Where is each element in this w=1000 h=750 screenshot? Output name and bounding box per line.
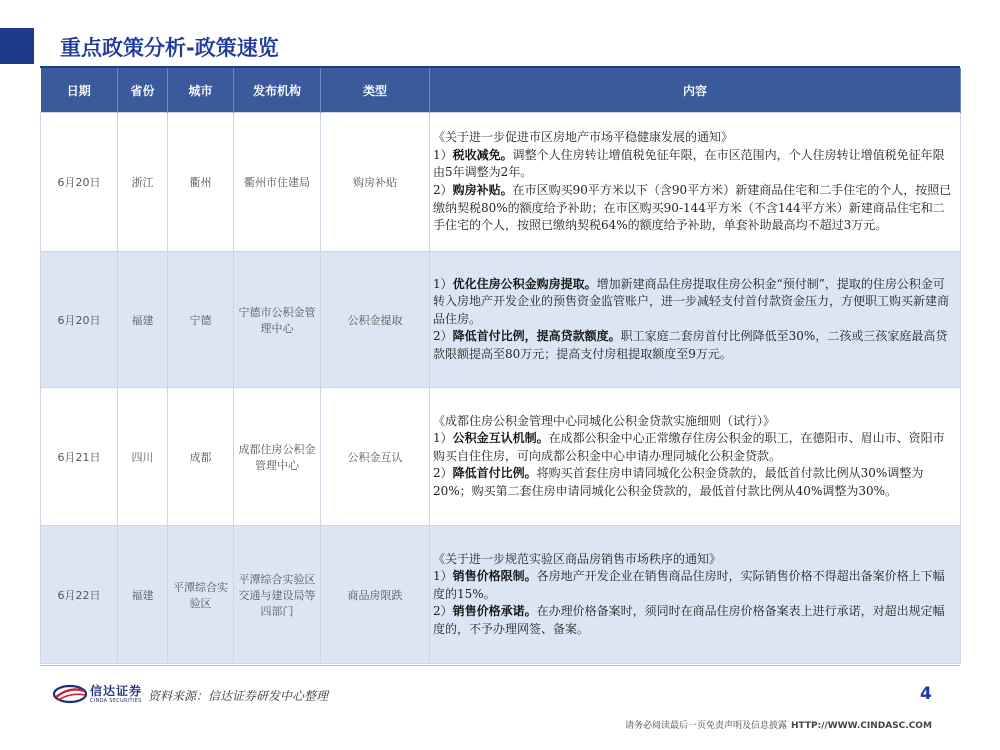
cell-city: 宁德 xyxy=(168,252,234,388)
content-line: 《关于进一步规范实验区商品房销售市场秩序的通知》 xyxy=(433,551,722,566)
content-line: 《关于进一步促进市区房地产市场平稳健康发展的通知》 xyxy=(433,130,734,145)
cell-date: 6月21日 xyxy=(41,388,118,526)
cell-city: 成都 xyxy=(168,388,234,526)
content-line: 2）购房补贴。在市区购买90平方米以下（含90平方米）新建商品住宅和二手住宅的个人，按照已缴纳契税80%的额度给予补助；在市区购买90-144平方米（不含144平方米）新建商品住宅和二手住宅的个人，按照已缴纳契税64%的额度给予补助，单套补助最高均不超过3万元。 xyxy=(433,183,952,233)
cell-type: 商品房限跌 xyxy=(321,526,430,664)
cell-type: 公积金提取 xyxy=(321,252,430,388)
disclaimer-line xyxy=(625,718,932,731)
page-number: 4 xyxy=(920,684,932,704)
source-note: 资料来源：信达证券研发中心整理 xyxy=(148,689,329,703)
policy-table xyxy=(40,68,961,664)
cell-content xyxy=(430,113,961,252)
cell-city: 平潭综合实验区 xyxy=(168,526,234,664)
col-header-date: 日期 xyxy=(41,68,118,113)
cell-content xyxy=(430,388,961,526)
cinda-logo-icon xyxy=(52,684,88,704)
cell-agency: 平潭综合实验区交通与建设局等四部门 xyxy=(234,526,321,664)
cell-content xyxy=(430,252,961,388)
disclaimer-text: 请务必阅读最后一页免责声明及信息披露 xyxy=(625,721,788,731)
cell-date: 6月20日 xyxy=(41,113,118,252)
col-header-type: 类型 xyxy=(321,68,430,113)
cell-province: 浙江 xyxy=(118,113,168,252)
table-row xyxy=(41,388,961,526)
col-header-province: 省份 xyxy=(118,68,168,113)
cell-province: 四川 xyxy=(118,388,168,526)
col-header-city: 城市 xyxy=(168,68,234,113)
content-line: 《成都住房公积金管理中心同城化公积金贷款实施细则（试行）》 xyxy=(433,413,776,428)
logo-chinese-name: 信达证券 xyxy=(90,683,143,698)
cell-type: 公积金互认 xyxy=(321,388,430,526)
cell-province: 福建 xyxy=(118,252,168,388)
col-header-agency: 发布机构 xyxy=(234,68,321,113)
cell-type: 购房补贴 xyxy=(321,113,430,252)
table-row xyxy=(41,252,961,388)
website-link[interactable]: HTTP://WWW.CINDASC.COM xyxy=(791,721,932,731)
content-line: 1）销售价格限制。各房地产开发企业在销售商品住房时，实际销售价格不得超出备案价格上下幅度的15%。 xyxy=(433,569,945,601)
cell-city: 衢州 xyxy=(168,113,234,252)
cell-agency: 宁德市公积金管理中心 xyxy=(234,252,321,388)
table-row xyxy=(41,526,961,664)
table-header-row xyxy=(41,68,961,113)
content-line: 2）降低首付比例。将购买首套住房申请同城化公积金贷款的，最低首付款比例从30%调整为20%；购买第二套住房申请同城化公积金贷款的，最低首付款比例从40%调整为30%。 xyxy=(433,466,924,498)
cell-province: 福建 xyxy=(118,526,168,664)
cell-agency: 衢州市住建局 xyxy=(234,113,321,252)
table-row xyxy=(41,113,961,252)
content-line: 2）降低首付比例，提高贷款额度。职工家庭二套房首付比例降低至30%，二孩或三孩家庭最高贷款限额提高至80万元；提高支付房租提取额度至9万元。 xyxy=(433,329,948,361)
content-line: 2）销售价格承诺。在办理价格备案时，须同时在商品住房价格备案表上进行承诺，对超出规定幅度的，不予办理网签、备案。 xyxy=(433,604,945,636)
footer-divider xyxy=(40,665,960,666)
col-header-content: 内容 xyxy=(430,68,961,113)
content-line: 1）优化住房公积金购房提取。增加新建商品住房提取住房公积金“预付制”，提取的住房公积金可转入房地产开发企业的预售资金监管账户，进一步减轻支付首付款资金压力，方便职工购买新建商品住房。 xyxy=(433,276,950,326)
cell-date: 6月22日 xyxy=(41,526,118,664)
page-title: 重点政策分析-政策速览 xyxy=(60,36,279,60)
cinda-logo xyxy=(52,684,142,704)
logo-english-name: CINDA SECURITIES xyxy=(90,697,142,704)
content-line: 1）公积金互认机制。在成都公积金中心正常缴存住房公积金的职工，在德阳市、眉山市、资阳市购买自住住房，可向成都公积金中心申请办理同城化公积金贷款。 xyxy=(433,431,945,463)
cell-agency: 成都住房公积金管理中心 xyxy=(234,388,321,526)
cell-content xyxy=(430,526,961,664)
corner-accent-block xyxy=(0,28,34,64)
cell-date: 6月20日 xyxy=(41,252,118,388)
content-line: 1）税收减免。调整个人住房转让增值税免征年限，在市区范围内，个人住房转让增值税免征年限由5年调整为2年。 xyxy=(433,147,945,180)
